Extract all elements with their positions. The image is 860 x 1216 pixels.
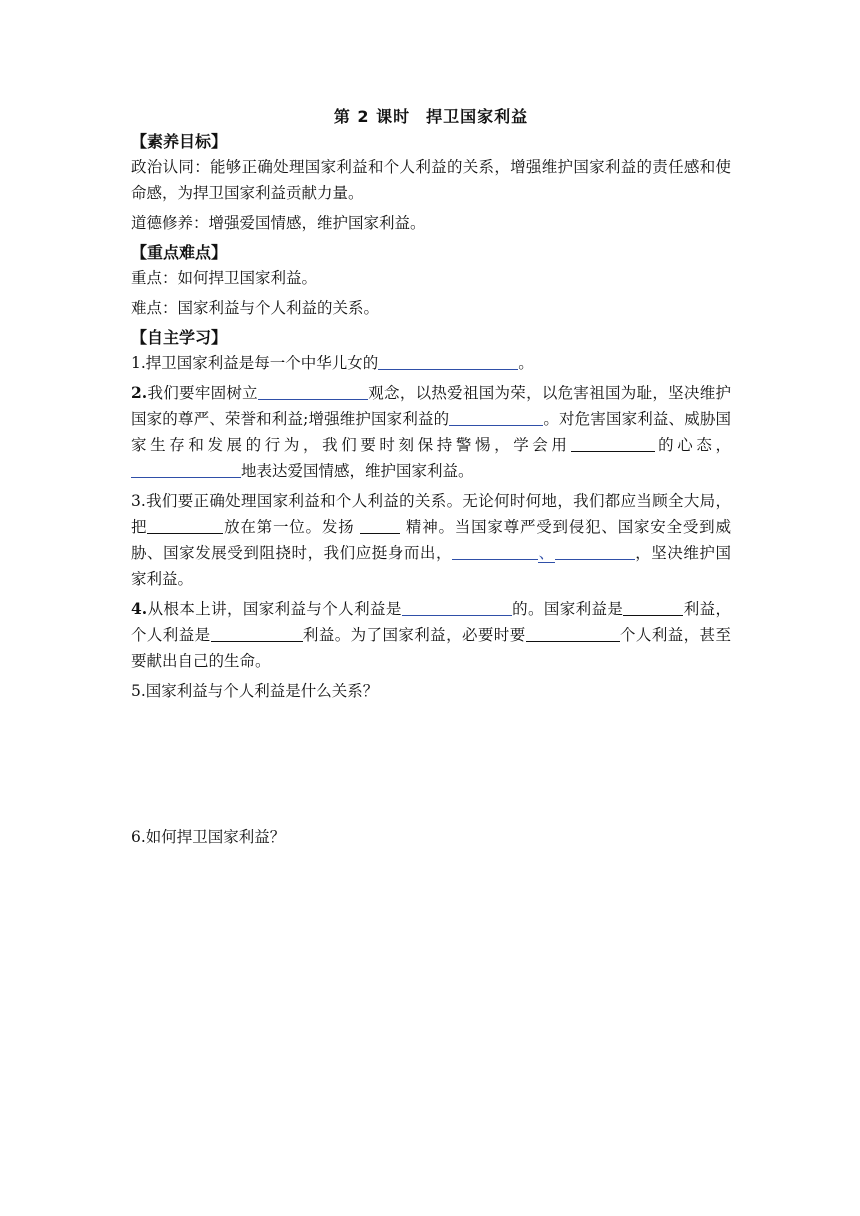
answer-blank[interactable]	[571, 433, 655, 452]
answer-blank[interactable]	[258, 381, 368, 400]
question-3	[131, 488, 731, 592]
study-heading: 【自主学习】	[131, 328, 228, 347]
question-text: 3.我们要正确处理国家利益和个人利益的关系。无论何时何地，我们都应当顾全大局，把	[131, 492, 731, 536]
question-2	[131, 380, 731, 484]
keypoints-heading: 【重点难点】	[131, 243, 228, 262]
question-text: 。	[518, 354, 534, 372]
answer-blank[interactable]	[555, 541, 635, 560]
answer-area[interactable]	[131, 708, 731, 824]
question-text: 利益，个人利益是	[131, 600, 731, 644]
question-text: ，坚决维护国家利益。	[131, 544, 731, 588]
answer-blank[interactable]	[452, 541, 538, 560]
answer-blank[interactable]	[623, 597, 683, 616]
answer-blank[interactable]	[131, 459, 241, 478]
lesson-number: 第 2 课时	[333, 107, 411, 126]
answer-area[interactable]	[131, 854, 731, 1094]
question-text: 放在第一位。发扬	[223, 518, 355, 536]
page-title	[131, 104, 731, 127]
question-text: 地表达爱国情感，维护国家利益。	[241, 462, 474, 480]
answer-blank[interactable]	[211, 623, 303, 642]
question-text: 利益。为了国家利益，必要时要	[302, 626, 526, 644]
keypoint-item: 重点：如何捍卫国家利益。	[131, 269, 318, 287]
question-text: 精神。当国家尊严受到侵犯、国家安全受到威胁、国家发展受到阻挠时，我们应挺身而出，	[131, 518, 731, 562]
goal-item: 道德修养：增强爱国情感，维护国家利益。	[131, 214, 426, 232]
answer-separator: 、	[538, 544, 555, 562]
goals-heading: 【素养目标】	[131, 132, 228, 151]
question-4	[131, 596, 731, 674]
question-1	[131, 350, 731, 376]
answer-blank[interactable]	[147, 515, 223, 534]
question-text: 的。国家利益是	[511, 600, 624, 618]
answer-blank[interactable]	[526, 623, 620, 642]
answer-blank[interactable]	[449, 407, 543, 426]
question-text: 我们要牢固树立	[147, 384, 258, 402]
question-text: 。对危害国家利益、威胁国家生存和发展的行为，我们要时刻保持警惕，学会用	[131, 410, 731, 454]
worksheet-content	[131, 104, 731, 1094]
goal-item: 政治认同：能够正确处理国家利益和个人利益的关系，增强维护国家利益的责任感和使命感，为捍卫国家利益贡献力量。	[131, 158, 731, 202]
question-text: 观念，以热爱祖国为荣，以危害祖国为耻，坚决维护国家的尊严、荣誉和利益;增强维护国家利益的	[131, 384, 731, 428]
answer-blank[interactable]	[378, 351, 518, 370]
answer-blank[interactable]	[402, 597, 512, 616]
lesson-title: 捍卫国家利益	[426, 107, 529, 126]
question-text: 的心态，	[654, 436, 731, 454]
question-text: 个人利益，甚至要献出自己的生命。	[131, 626, 731, 670]
question-text: 1.捍卫国家利益是每一个中华儿女的	[131, 354, 379, 372]
question-6: 6.如何捍卫国家利益？	[131, 828, 286, 846]
keypoint-item: 难点：国家利益与个人利益的关系。	[131, 299, 380, 317]
question-number: 2.	[131, 383, 148, 402]
question-number: 4.	[131, 599, 148, 618]
answer-blank[interactable]	[360, 515, 400, 534]
question-text: 从根本上讲，国家利益与个人利益是	[147, 600, 402, 618]
question-5: 5.国家利益与个人利益是什么关系？	[131, 682, 379, 700]
